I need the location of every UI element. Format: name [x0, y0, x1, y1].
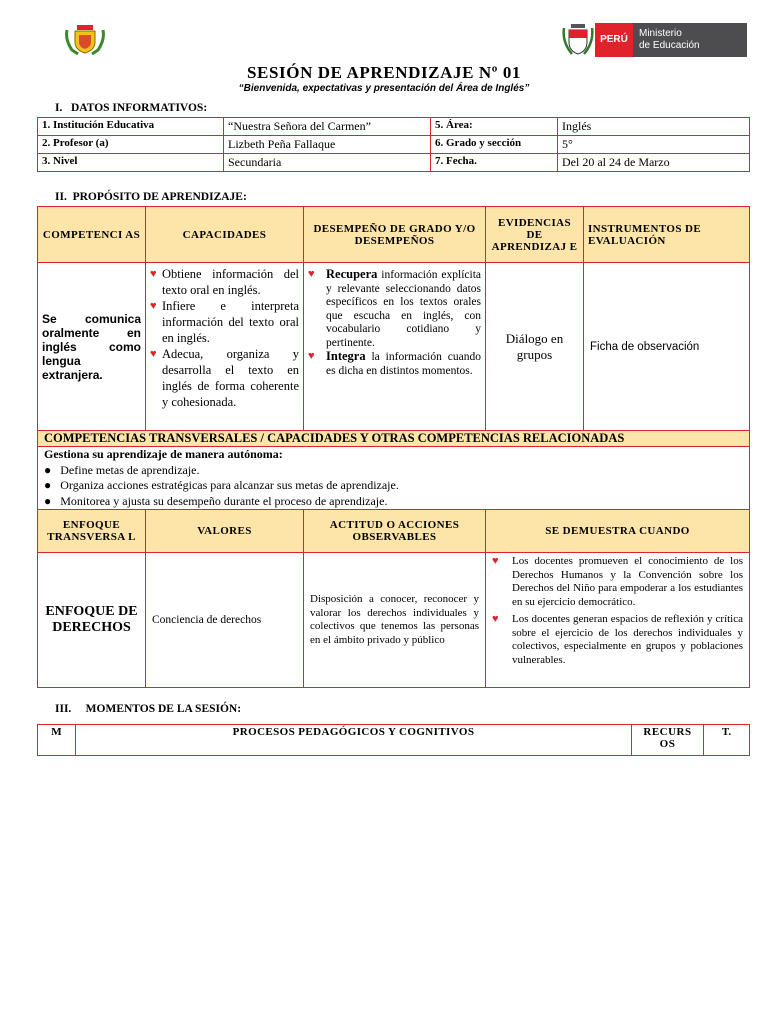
label-grado: 6. Grado y sección	[431, 136, 558, 154]
value-area: Inglés	[558, 118, 750, 136]
actitud-cell: Disposición a conocer, reconocer y valorar los derechos individuales y colectivos que tenemos las personas en el ámbito privado y público	[304, 553, 486, 688]
heart-bullet-icon: ♥	[150, 268, 157, 280]
proposito-table	[37, 206, 750, 688]
header-demuestra: SE DEMUESTRA CUANDO	[486, 510, 750, 553]
header-instrumentos: INSTRUMENTOS DE EVALUACIÓN	[584, 207, 750, 263]
label-area: 5. Área:	[431, 118, 558, 136]
header-momento: M	[38, 725, 76, 756]
ministry-name-line2: de Educación	[639, 40, 700, 51]
transversal-item: ● Monitorea y ajusta su desempeño durante el proceso de aprendizaje.	[44, 493, 388, 508]
transversal-title: Gestiona su aprendizaje de manera autónoma:	[44, 447, 283, 461]
header-desempeno: DESEMPEÑO DE GRADO Y/O DESEMPEÑOS	[304, 207, 486, 263]
competencia-cell: Se comunica oralmente en inglés como lengua extranjera.	[38, 263, 146, 431]
ministry-country: PERÚ	[595, 23, 633, 57]
header-procesos: PROCESOS PEDAGÓGICOS Y COGNITIVOS	[76, 725, 632, 756]
demuestra-cell	[486, 553, 750, 688]
datos-informativos-table	[37, 117, 750, 172]
enfoque-cell: ENFOQUE DE DERECHOS	[38, 553, 146, 688]
ministry-name-box	[633, 23, 747, 57]
transversal-heading: COMPETENCIAS TRANSVERSALES / CAPACIDADES Y OTRAS COMPETENCIAS RELACIONADAS	[38, 431, 750, 447]
capacidad-item: ♥ Infiere e interpreta información del texto oral en inglés.	[150, 299, 299, 345]
header-tiempo: T.	[704, 725, 750, 756]
heart-bullet-icon: ♥	[308, 268, 315, 280]
header-valores: VALORES	[146, 510, 304, 553]
ministry-name-line1: Ministerio	[639, 28, 682, 39]
momentos-table	[37, 724, 750, 756]
value-nivel: Secundaria	[224, 154, 431, 172]
header-enfoque: ENFOQUE TRANSVERSA L	[38, 510, 146, 553]
national-shield-icon	[562, 22, 594, 58]
transversal-item: ● Define metas de aprendizaje.	[44, 462, 200, 477]
value-fecha: Del 20 al 24 de Marzo	[558, 154, 750, 172]
section-3-heading: III. MOMENTOS DE LA SESIÓN:	[55, 703, 242, 715]
capacidades-cell	[146, 263, 304, 431]
school-crest-logo	[64, 22, 106, 56]
evidencia-cell: Diálogo en grupos	[486, 263, 584, 431]
value-profesor: Lizbeth Peña Fallaque	[224, 136, 431, 154]
instrumento-cell: Ficha de observación	[584, 263, 750, 431]
header-evidencias: EVIDENCIAS DE APRENDIZAJ E	[486, 207, 584, 263]
valor-cell: Conciencia de derechos	[146, 553, 304, 688]
page-subtitle: “Bienvenida, expectativas y presentación del Área de Inglés”	[238, 83, 530, 94]
label-profesor: 2. Profesor (a)	[38, 136, 224, 154]
heart-bullet-icon: ♥	[150, 300, 157, 312]
label-nivel: 3. Nivel	[38, 154, 224, 172]
header-recursos: RECURS OS	[632, 725, 704, 756]
capacidad-item: ♥ Adecua, organiza y desarrolla el texto en inglés de forma coherente y cohesionada.	[150, 347, 299, 409]
desempeno-item: ♥ Integra la información cuando es dicha en distintos momentos.	[308, 349, 481, 377]
demuestra-item: ♥ Los docentes promueven el conocimiento de los Derechos Humanos y la Convención sobre los Derechos del Niño para empoderar a los estudiantes en su ejercicio democrático.	[492, 555, 743, 608]
desempenos-cell	[304, 263, 486, 431]
section-2-heading: II. PROPÓSITO DE APRENDIZAJE:	[55, 191, 247, 203]
page-title: SESIÓN DE APRENDIZAJE Nº 01	[246, 63, 522, 82]
header-actitud: ACTITUD O ACCIONES OBSERVABLES	[304, 510, 486, 553]
desempeno-item: ♥ Recupera información explícita y relevante seleccionando datos específicos en los textos orales que escucha en inglés, con vocabulario cotidiano y pertinente.	[308, 267, 481, 349]
heart-bullet-icon: ♥	[492, 555, 499, 567]
value-institucion: “Nuestra Señora del Carmen”	[224, 118, 431, 136]
heart-bullet-icon: ♥	[492, 613, 499, 625]
header-capacidades: CAPACIDADES	[146, 207, 304, 263]
label-fecha: 7. Fecha.	[431, 154, 558, 172]
header-competencias: COMPETENCI AS	[38, 207, 146, 263]
capacidad-item: ♥ Obtiene información del texto oral en inglés.	[150, 267, 299, 297]
transversal-cell	[38, 447, 750, 510]
value-grado: 5°	[558, 136, 750, 154]
section-1-heading: I. DATOS INFORMATIVOS:	[55, 102, 208, 114]
demuestra-item: ♥ Los docentes generan espacios de reflexión y crítica sobre el ejercicio de los derechos individuales y colectivos, especialmente en grupos y poblaciones vulnerables.	[492, 613, 743, 666]
ministry-logo	[562, 22, 747, 58]
heart-bullet-icon: ♥	[150, 348, 157, 360]
label-institucion: 1. Institución Educativa	[38, 118, 224, 136]
heart-bullet-icon: ♥	[308, 350, 315, 362]
transversal-item: ● Organiza acciones estratégicas para alcanzar sus metas de aprendizaje.	[44, 478, 399, 492]
